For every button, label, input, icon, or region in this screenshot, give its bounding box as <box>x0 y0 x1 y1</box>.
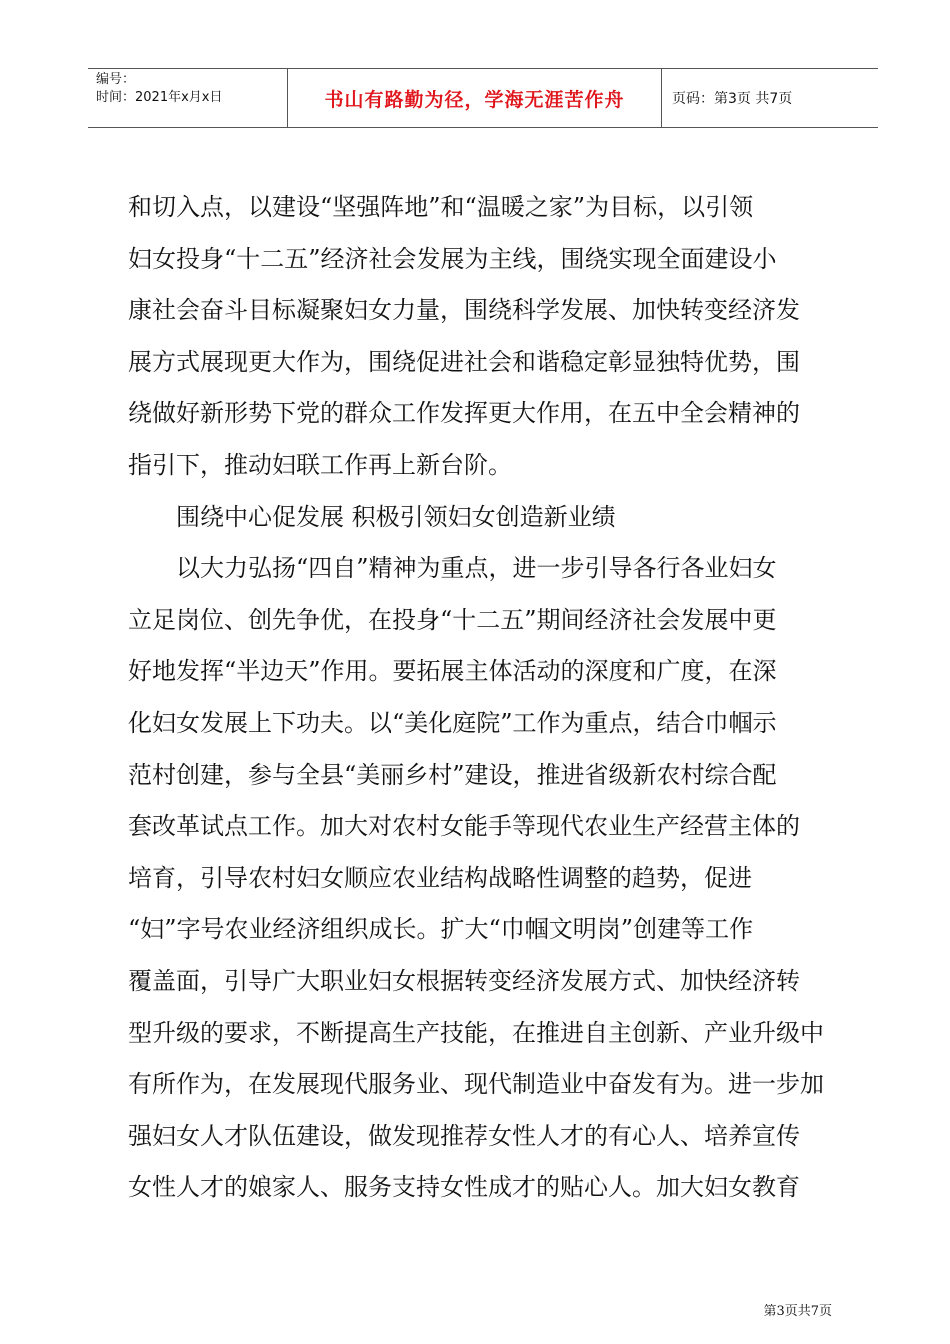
header-page-info: 页码：第3页 共7页 <box>672 91 793 107</box>
text-line: 女性人才的娘家人、服务支持女性成才的贴心人。加大妇女教育 <box>128 1173 800 1202</box>
text-line: 有所作为，在发展现代服务业、现代制造业中奋发有为。进一步加 <box>128 1070 824 1099</box>
time-label: 时间：2021年x月x日 <box>96 90 223 105</box>
text-line: 绕做好新形势下党的群众工作发挥更大作用，在五中全会精神的 <box>128 399 800 428</box>
text-line: 型升级的要求，不断提高生产技能，在推进自主创新、产业升级中 <box>128 1018 824 1047</box>
footer-page-number: 第3页共7页 <box>763 1304 832 1319</box>
header-motto: 书山有路勤为径，学海无涯苦作舟 <box>288 69 662 127</box>
text-line: 康社会奋斗目标凝聚妇女力量，围绕科学发展、加快转变经济发 <box>128 296 800 325</box>
text-line: 范村创建，参与全县“美丽乡村”建设，推进省级新农村综合配 <box>128 760 777 789</box>
text-line: 妇女投身“十二五”经济社会发展为主线，围绕实现全面建设小 <box>128 244 777 273</box>
text-line: 围绕中心促发展 积极引领妇女创造新业绩 <box>128 502 616 531</box>
text-line: “妇”字号农业经济组织成长。扩大“巾帼文明岗”创建等工作 <box>128 915 754 944</box>
text-line: 覆盖面，引导广大职业妇女根据转变经济发展方式、加快经济转 <box>128 966 800 995</box>
text-line: 指引下，推动妇联工作再上新台阶。 <box>128 450 512 479</box>
text-line: 好地发挥“半边天”作用。要拓展主体活动的深度和广度，在深 <box>128 657 777 686</box>
number-label: 编号： <box>96 72 136 87</box>
text-line: 立足岗位、创先争优，在投身“十二五”期间经济社会发展中更 <box>128 605 777 634</box>
text-line: 培育，引导农村妇女顺应农业结构战略性调整的趋势，促进 <box>128 863 752 892</box>
text-line: 展方式展现更大作为，围绕促进社会和谐稳定彰显独特优势，围 <box>128 347 800 376</box>
text-line: 和切入点，以建设“坚强阵地”和“温暖之家”为目标，以引领 <box>128 193 754 221</box>
text-line: 套改革试点工作。加大对农村女能手等现代农业生产经营主体的 <box>128 812 800 841</box>
header-meta <box>88 69 288 127</box>
document-body <box>128 182 846 1214</box>
text-line: 以大力弘扬“四自”精神为重点，进一步引导各行各业妇女 <box>128 554 777 583</box>
text-line: 强妇女人才队伍建设，做发现推荐女性人才的有心人、培养宣传 <box>128 1121 800 1150</box>
page-header <box>88 68 878 128</box>
text-line: 化妇女发展上下功夫。以“美化庭院”工作为重点，结合巾帼示 <box>128 708 777 737</box>
